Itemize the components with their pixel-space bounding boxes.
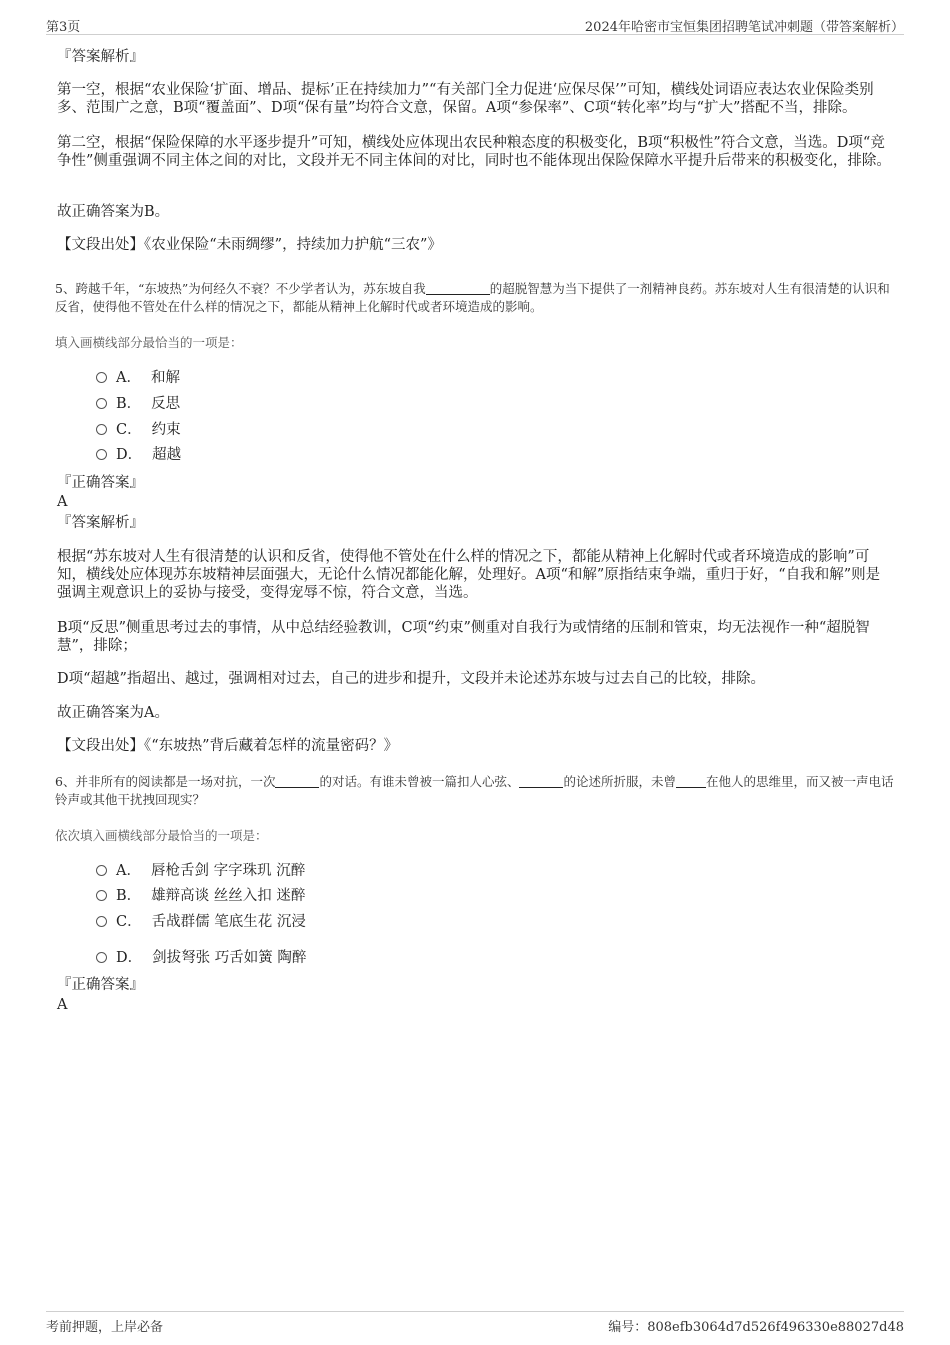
page-header: [46, 14, 904, 35]
q6-blank-2: [519, 787, 563, 788]
q5-analysis-para3: D项“超越”指超出、越过，强调相对过去，自己的进步和提升，文段并未论述苏东坡与过去自己的比较，排除。: [57, 671, 765, 687]
q6-blank-1: [275, 787, 319, 788]
q6-option-d[interactable]: D． 剑拔弩张 巧舌如簧 陶醉: [96, 949, 306, 967]
q4-source: 【文段出处】《农业保险“未雨绸缪”，持续加力护航“三农”》: [57, 237, 442, 253]
document-title: 2024年哈密市宝恒集团招聘笔试冲刺题（带答案解析）: [584, 20, 904, 35]
q5-answer-label: 『正确答案』: [57, 475, 144, 491]
footer-slogan: 考前押题，上岸必备: [46, 1320, 164, 1335]
q6-option-a[interactable]: A． 唇枪舌剑 字字珠玑 沉醉: [96, 862, 305, 880]
radio-icon[interactable]: [96, 398, 107, 409]
q6-option-b[interactable]: B． 雄辩高谈 丝丝入扣 迷醉: [96, 887, 305, 905]
page-number: 第3页: [46, 20, 81, 35]
radio-icon[interactable]: [96, 916, 107, 927]
q5-option-d[interactable]: D． 超越: [96, 446, 181, 464]
radio-icon[interactable]: [96, 449, 107, 460]
q5-analysis-para2: B项“反思”侧重思考过去的事情，从中总结经验教训，C项“约束”侧重对自我行为或情绪的压制和管束，均无法视作一种“超脱智慧”，排除；: [57, 620, 870, 654]
radio-icon[interactable]: [96, 890, 107, 901]
q4-analysis-para2: 第二空，根据“保险保障的水平逐步提升”可知，横线处应体现出农民种粮态度的积极变化，B项“积极性”符合文意，当选。D项“竞争性”侧重强调不同主体之间的对比，文段并无不同主体间的对比，同时也不能体现出保险保障水平提升后带来的积极变化，排除。: [57, 135, 891, 169]
q6-answer-label: 『正确答案』: [57, 977, 144, 993]
document-code: 编号：808efb3064d7d526f496330e88027d48: [608, 1320, 904, 1335]
q6-blank-3: [676, 787, 706, 788]
q5-analysis-para1: 根据“苏东坡对人生有很清楚的认识和反省，使得他不管处在什么样的情况之下，都能从精神上化解时代或者环境造成的影响”可知，横线处应体现苏东坡精神层面强大，无论什么情况都能化解，处理好。A项“和解”原指结束争端，重归于好，“自我和解”则是强调主观意识上的妥协与接受，变得宠辱不惊，符合文意，当选。: [57, 549, 881, 601]
q6-stem: 6、并非所有的阅读都是一场对抗，一次 的对话。有谁未曾被一篇扣人心弦、 的论述所折服，未曾 在他人的思维里，而又被一声电话铃声或其他干扰拽回现实？: [55, 774, 894, 807]
q5-option-b[interactable]: B． 反思: [96, 395, 180, 413]
q5-stem: 5、跨越千年，“东坡热”为何经久不衰？不少学者认为，苏东坡自我 的超脱智慧为当下提供了一剂精神良药。苏东坡对人生有很清楚的认识和反省，使得他不管处在什么样的情况之下，都能从精神上化解时代或者环境造成的影响。: [55, 281, 890, 314]
q6-prompt: 依次填入画横线部分最恰当的一项是：: [55, 828, 268, 843]
q5-conclusion: 故正确答案为A。: [57, 705, 169, 721]
q5-blank: [426, 294, 490, 295]
radio-icon[interactable]: [96, 424, 107, 435]
q4-conclusion: 故正确答案为B。: [57, 204, 170, 220]
radio-icon[interactable]: [96, 865, 107, 876]
q5-prompt: 填入画横线部分最恰当的一项是：: [55, 335, 243, 350]
page-footer: [46, 1311, 904, 1336]
q4-analysis-para1: 第一空，根据“农业保险‘扩面、增品、提标’正在持续加力”“有关部门全力促进‘应保尽保’”可知，横线处词语应表达农业保险类别多、范围广之意，B项“覆盖面”、D项“保有量”均符合文意，保留。A项“参保率”、C项“转化率”均与“扩大”搭配不当，排除。: [57, 82, 874, 116]
q6-answer: A: [57, 997, 68, 1013]
q5-option-c[interactable]: C． 约束: [96, 421, 181, 439]
radio-icon[interactable]: [96, 372, 107, 383]
q4-analysis-label: 『答案解析』: [57, 49, 144, 65]
q5-analysis-label: 『答案解析』: [57, 515, 144, 531]
q5-answer: A: [57, 494, 68, 510]
q5-option-a[interactable]: A． 和解: [96, 369, 180, 387]
q6-option-c[interactable]: C． 舌战群儒 笔底生花 沉浸: [96, 913, 306, 931]
radio-icon[interactable]: [96, 952, 107, 963]
q5-source: 【文段出处】《“东坡热”背后藏着怎样的流量密码？》: [57, 738, 399, 754]
